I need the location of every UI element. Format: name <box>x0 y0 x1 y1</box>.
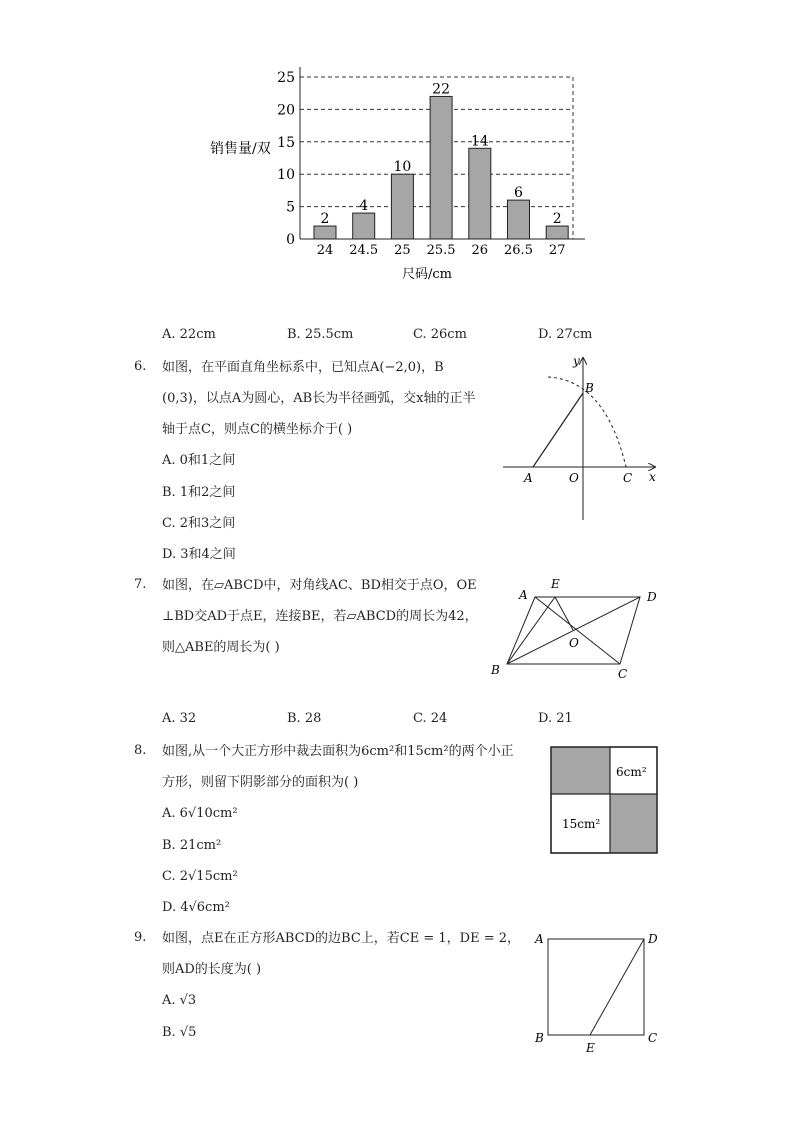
q6-label-b: B <box>585 381 594 395</box>
q8-line-2: 方形，则留下阴影部分的面积为( ) <box>162 775 359 790</box>
q8-shaded-top-left <box>551 747 610 794</box>
chart-bar <box>353 213 375 239</box>
q6-label-o: O <box>569 471 579 485</box>
chart-xtick-label: 27 <box>548 243 566 258</box>
chart-ytick-label: 10 <box>277 167 295 184</box>
q9-label-e: E <box>586 1041 595 1055</box>
chart-ytick-label: 15 <box>277 134 295 151</box>
q9-line-1: 如图，点E在正方形ABCD的边BC上，若CE = 1，DE = 2， <box>162 931 520 946</box>
q7-line-2: ⊥BD交AD于点E，连接BE，若▱ABCD的周长为42， <box>162 609 478 624</box>
q7-label-b: B <box>491 663 500 677</box>
chart-data-label: 4 <box>359 198 369 215</box>
q7-segment-oe <box>555 597 573 630</box>
q7-label-a: A <box>519 588 528 602</box>
chart-bar <box>391 174 413 239</box>
q6-option-d[interactable]: D. 3和4之间 <box>162 547 236 562</box>
q9-label-d: D <box>648 932 658 946</box>
chart-data-label: 6 <box>514 185 523 202</box>
q7-option-c[interactable]: C. 24 <box>413 711 448 726</box>
q8-shaded-bottom-right <box>610 794 657 853</box>
q6-line-2: (0,3)，以点A为圆心，AB长为半径画弧，交x轴的正半 <box>162 391 476 406</box>
q6-label-x: x <box>649 470 656 484</box>
chart-ytick-label: 0 <box>286 232 295 248</box>
bar-chart <box>0 0 794 300</box>
q7-label-d: D <box>647 590 657 604</box>
chart-xtick-label: 25.5 <box>426 243 456 258</box>
chart-data-label: 22 <box>432 81 451 98</box>
chart-ytick-label: 5 <box>286 199 295 216</box>
q8-option-a[interactable]: A. 6√10cm² <box>162 806 238 821</box>
q7-label-o: O <box>569 636 579 650</box>
q5-option-a[interactable]: A. 22cm <box>162 327 216 342</box>
chart-bar <box>430 96 452 239</box>
q6-option-c[interactable]: C. 2和3之间 <box>162 516 236 531</box>
q9-option-a[interactable]: A. √3 <box>162 993 197 1008</box>
chart-data-label: 2 <box>320 211 330 228</box>
q8-option-b[interactable]: B. 21cm² <box>162 838 222 853</box>
q5-option-b[interactable]: B. 25.5cm <box>287 327 354 342</box>
chart-xtick-label: 24 <box>316 243 334 258</box>
chart-xtick-label: 24.5 <box>349 243 379 258</box>
q6-segment-ab <box>533 393 583 467</box>
q7-label-c: C <box>618 667 628 681</box>
q6-option-a[interactable]: A. 0和1之间 <box>162 453 236 468</box>
q8-option-d[interactable]: D. 4√6cm² <box>162 900 230 915</box>
q7-option-d[interactable]: D. 21 <box>538 711 573 726</box>
chart-data-label: 10 <box>393 159 412 176</box>
chart-data-label: 2 <box>552 211 562 228</box>
q6-label-y: y <box>573 354 580 368</box>
q8-option-c[interactable]: C. 2√15cm² <box>162 869 238 884</box>
chart-bar <box>546 226 568 239</box>
q8-line-1: 如图,从一个大正方形中裁去面积为6cm²和15cm²的两个小正 <box>162 744 514 759</box>
q9-label-b: B <box>535 1031 544 1045</box>
chart-xlabel: 尺码/cm <box>402 267 452 282</box>
q6-line-1: 如图，在平面直角坐标系中，已知点A(−2,0)，B <box>162 360 444 375</box>
q8-label-small: 6cm² <box>616 765 647 779</box>
q6-number: 6. <box>134 359 147 374</box>
chart-bar <box>508 200 530 239</box>
chart-bar <box>314 226 336 239</box>
q7-line-3: 则△ABE的周长为( ) <box>162 640 280 655</box>
q9-square <box>548 939 644 1035</box>
q9-number: 9. <box>134 930 147 945</box>
q5-option-d[interactable]: D. 27cm <box>538 327 593 342</box>
chart-data-label: 14 <box>470 133 489 150</box>
q7-diagonal-bd <box>507 597 640 664</box>
q7-label-e: E <box>551 577 560 591</box>
chart-ytick-label: 20 <box>277 102 295 119</box>
q9-line-2: 则AD的长度为( ) <box>162 962 262 977</box>
chart-ytick-label: 25 <box>277 70 295 86</box>
q9-segment-de <box>590 939 644 1035</box>
q9-figure <box>530 925 665 1055</box>
chart-xtick-label: 25 <box>394 243 411 258</box>
q9-option-b[interactable]: B. √5 <box>162 1025 197 1040</box>
q9-label-c: C <box>648 1031 658 1045</box>
q7-figure <box>485 570 670 685</box>
q9-label-a: A <box>535 932 544 946</box>
q8-label-large: 15cm² <box>562 817 601 831</box>
q7-option-a[interactable]: A. 32 <box>162 711 197 726</box>
q6-figure <box>495 350 670 525</box>
q6-line-3: 轴于点C，则点C的横坐标介于( ) <box>162 422 353 437</box>
chart-xtick-label: 26 <box>471 243 489 258</box>
q7-option-b[interactable]: B. 28 <box>287 711 322 726</box>
q6-label-c: C <box>623 471 633 485</box>
q6-option-b[interactable]: B. 1和2之间 <box>162 485 236 500</box>
q7-number: 7. <box>134 577 147 592</box>
chart-ylabel: 销售量/双 <box>210 141 271 157</box>
chart-bar <box>469 148 491 239</box>
chart-xtick-label: 26.5 <box>504 243 533 258</box>
q8-figure <box>548 744 660 856</box>
q7-line-1: 如图，在▱ABCD中，对角线AC、BD相交于点O，OE <box>162 578 477 593</box>
q6-label-a: A <box>524 471 533 485</box>
q8-number: 8. <box>134 743 147 758</box>
q5-option-c[interactable]: C. 26cm <box>413 327 467 342</box>
